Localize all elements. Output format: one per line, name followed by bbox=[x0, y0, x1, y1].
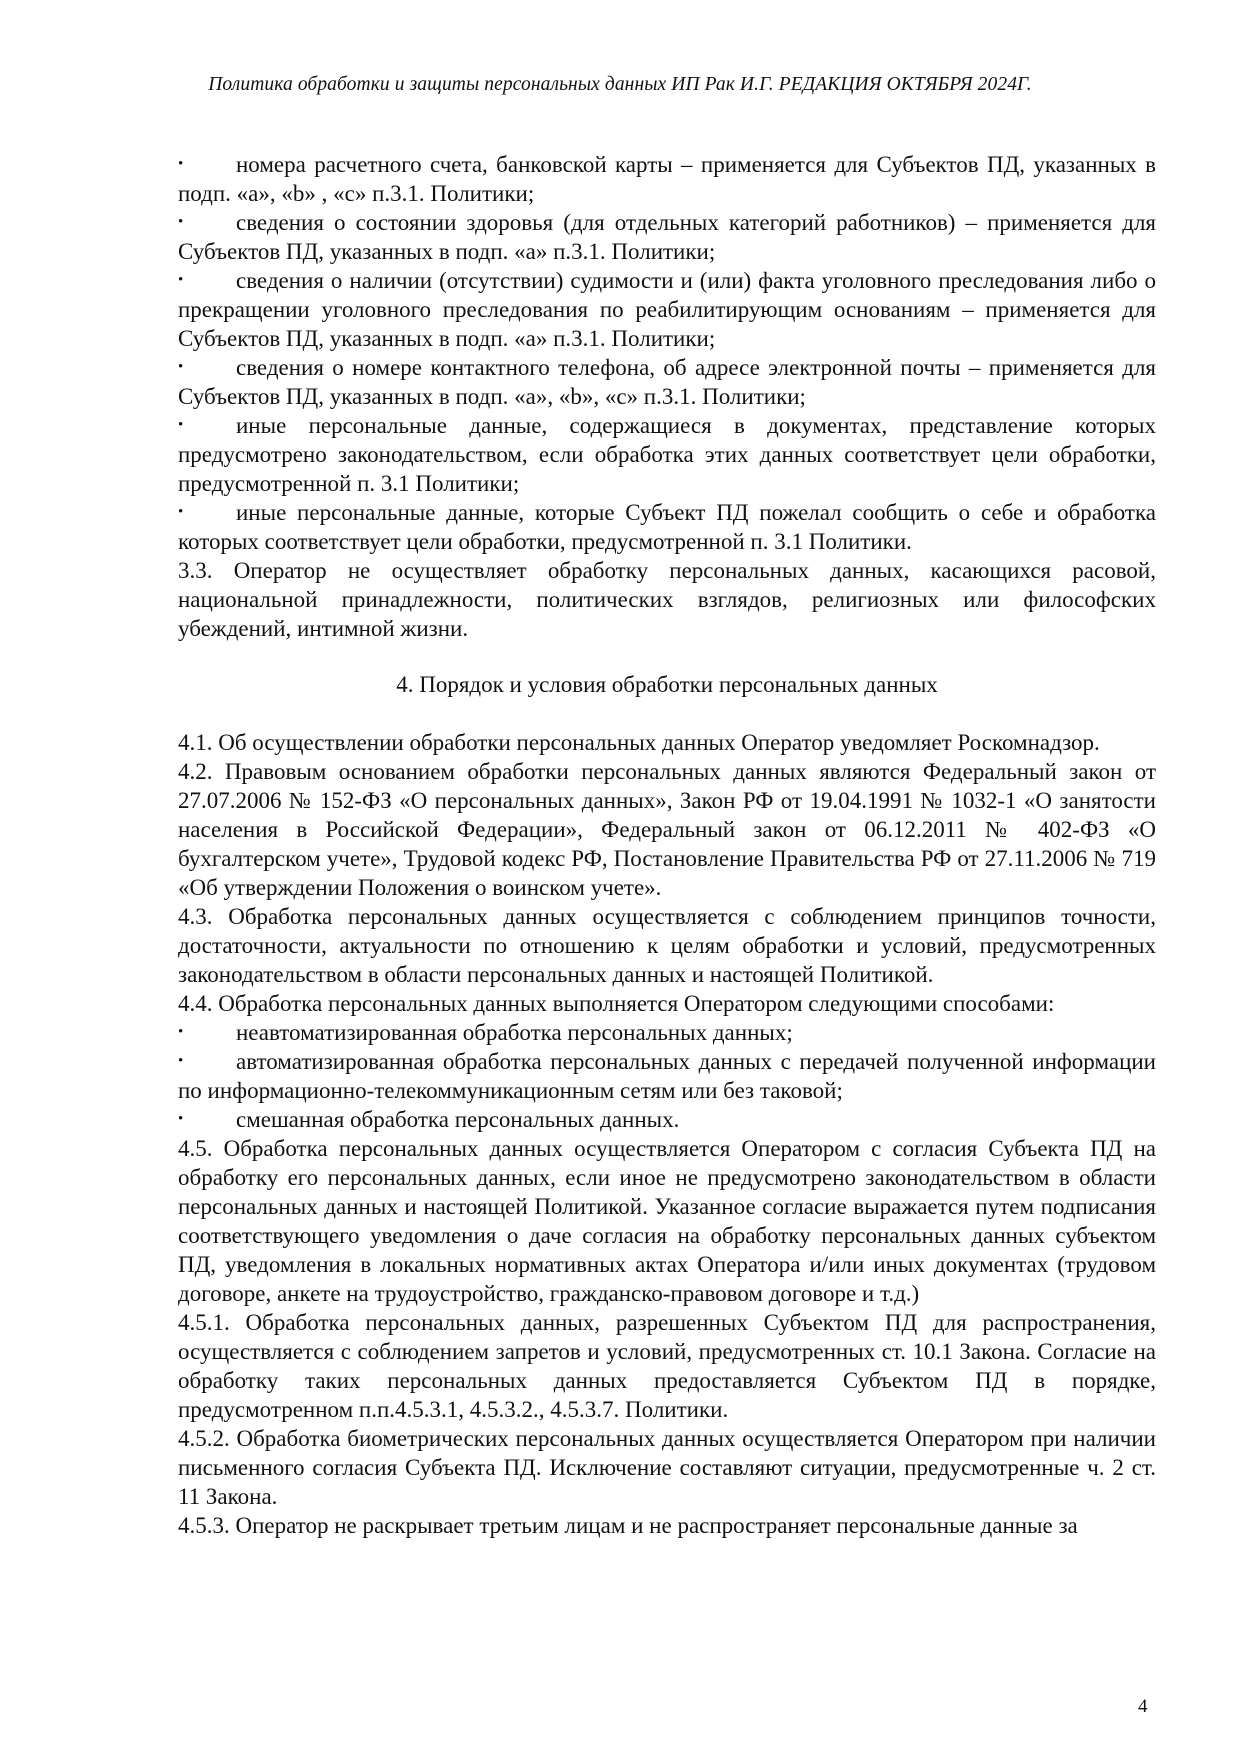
page-header: Политика обработки и защиты персональных данных ИП Рак И.Г. РЕДАКЦИЯ ОКТЯБРЯ 2024Г. bbox=[208, 74, 1032, 95]
list-item bbox=[178, 1047, 1156, 1105]
list-item-text: иные персональные данные, содержащиеся в документах, представление которых предусмотрено законодательством, если обработка этих данных соответствует цели обработки, предусмотренной п. 3.1 Политики; bbox=[178, 413, 1156, 496]
list-item-text: номера расчетного счета, банковской карты – применяется для Субъектов ПД, указанных в подп. «а», «b» , «c» п.3.1. Политики; bbox=[178, 152, 1156, 206]
list-item-text: сведения о номере контактного телефона, об адресе электронной почты – применяется для Субъектов ПД, указанных в подп. «а», «b», «c» п.3.1. Политики; bbox=[178, 355, 1156, 409]
list-item bbox=[178, 1105, 1156, 1134]
list-item bbox=[178, 411, 1156, 498]
paragraph-4-3: 4.3. Обработка персональных данных осуществляется с соблюдением принципов точности, достаточности, актуальности по отношению к целям обработки и условий, предусмотренных законодательством в области персональных данных и настоящей Политикой. bbox=[178, 904, 1156, 987]
bullet-icon: • bbox=[178, 156, 184, 172]
paragraph-4-1: 4.1. Об осуществлении обработки персональных данных Оператор уведомляет Роскомнадзор. bbox=[178, 730, 1100, 755]
list-item bbox=[178, 266, 1156, 353]
list-item-text: автоматизированная обработка персональных данных с передачей полученной информации по информационно-телекоммуникационным сетям или без таковой; bbox=[178, 1049, 1156, 1103]
bullet-icon: • bbox=[178, 1053, 184, 1069]
section-title: 4. Порядок и условия обработки персональных данных bbox=[396, 672, 938, 697]
bullet-icon: • bbox=[178, 504, 184, 520]
list-item bbox=[178, 208, 1156, 266]
page-number: 4 bbox=[1138, 1696, 1148, 1717]
list-item bbox=[178, 150, 1156, 208]
bullet-icon: • bbox=[178, 359, 184, 375]
bullet-icon: • bbox=[178, 272, 184, 288]
bullet-icon: • bbox=[178, 1111, 184, 1127]
list-item bbox=[178, 1018, 1156, 1047]
list-item-text: иные персональные данные, которые Субъект ПД пожелал сообщить о себе и обработка которых соответствует цели обработки, предусмотренной п. 3.1 Политики. bbox=[178, 500, 1156, 554]
paragraph-4-5: 4.5. Обработка персональных данных осуществляется Оператором с согласия Субъекта ПД на обработку его персональных данных, если иное не предусмотрено законодательством в области персональных данных и настоящей Политикой. Указанное согласие выражается путем подписания соответствующего уведомления о даче согласия на обработку персональных данных субъектом ПД, уведомления в локальных нормативных актах Оператора и/или иных документах (трудовом договоре, анкете на трудоустройство, гражданско-правовом договоре и т.д.) bbox=[178, 1136, 1156, 1306]
list-item bbox=[178, 498, 1156, 556]
paragraph-3-3: 3.3. Оператор не осуществляет обработку персональных данных, касающихся расовой, национальной принадлежности, политических взглядов, религиозных или философских убеждений, интимной жизни. bbox=[178, 558, 1156, 641]
paragraph-4-5-2: 4.5.2. Обработка биометрических персональных данных осуществляется Оператором при наличии письменного согласия Субъекта ПД. Исключение составляют ситуации, предусмотренные ч. 2 ст. 11 Закона. bbox=[178, 1426, 1156, 1509]
list-item-text: сведения о состоянии здоровья (для отдельных категорий работников) – применяется для Субъектов ПД, указанных в подп. «а» п.3.1. Политики; bbox=[178, 210, 1156, 264]
list-item-text: неавтоматизированная обработка персональных данных; bbox=[236, 1020, 793, 1045]
list-item-text: сведения о наличии (отсутствии) судимости и (или) факта уголовного преследования либо о прекращении уголовного преследования по реабилитирующим основаниям – применяется для Субъектов ПД, указанных в подп. «а» п.3.1. Политики; bbox=[178, 268, 1156, 351]
paragraph-4-5-3: 4.5.3. Оператор не раскрывает третьим лицам и не распространяет персональные данные за bbox=[178, 1513, 1078, 1538]
list-item-text: смешанная обработка персональных данных. bbox=[236, 1107, 680, 1132]
bullet-icon: • bbox=[178, 1024, 184, 1040]
paragraph-4-5-1: 4.5.1. Обработка персональных данных, разрешенных Субъектом ПД для распространения, осуществляется с соблюдением запретов и условий, предусмотренных ст. 10.1 Закона. Согласие на обработку таких персональных данных предоставляется Субъектом ПД в порядке, предусмотренном п.п.4.5.3.1, 4.5.3.2., 4.5.3.7. Политики. bbox=[178, 1310, 1156, 1422]
paragraph-4-2: 4.2. Правовым основанием обработки персональных данных являются Федеральный закон от 27.07.2006 № 152-ФЗ «О персональных данных», Закон РФ от 19.04.1991 № 1032-1 «О занятости населения в Российской Федерации», Федеральный закон от 06.12.2011 № 402-ФЗ «О бухгалтерском учете», Трудовой кодекс РФ, Постановление Правительства РФ от 27.11.2006 № 719 «Об утверждении Положения о воинском учете». bbox=[178, 759, 1156, 900]
list-item bbox=[178, 353, 1156, 411]
bullet-icon: • bbox=[178, 214, 184, 230]
bullet-icon: • bbox=[178, 417, 184, 433]
document-body bbox=[178, 150, 1156, 1540]
paragraph-4-4: 4.4. Обработка персональных данных выполняется Оператором следующими способами: bbox=[178, 991, 1055, 1016]
